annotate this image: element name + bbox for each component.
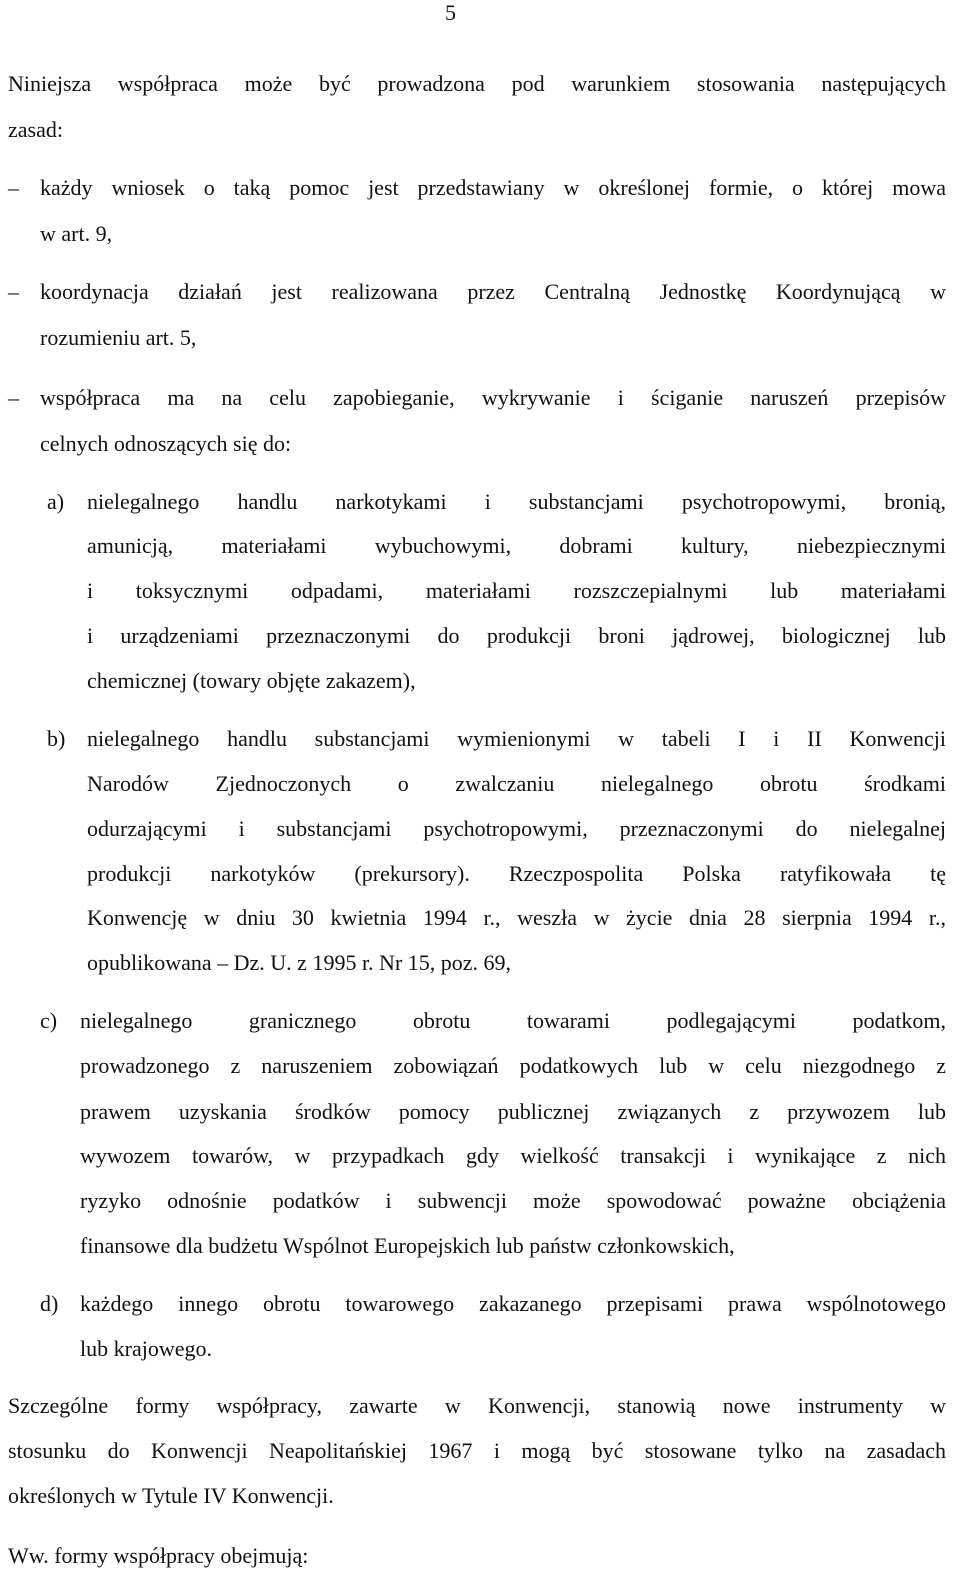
- item-line: każdego innego obrotu towarowego zakazanego przepisami prawa wspólnotowego: [80, 1291, 946, 1316]
- item-line: Konwencję w dniu 30 kwietnia 1994 r., weszła w życie dnia 28 sierpnia 1994 r.,: [87, 905, 946, 930]
- final-line: Ww. formy współpracy obejmują:: [8, 1543, 309, 1568]
- item-line: ryzyko odnośnie podatków i subwencji może spowodować poważne obciążenia: [80, 1188, 946, 1213]
- item-marker: a): [47, 489, 65, 514]
- item-marker: c): [40, 1008, 58, 1033]
- closing-line-3: określonych w Tytule IV Konwencji.: [8, 1483, 334, 1508]
- dash-marker: –: [8, 385, 19, 410]
- item-line: nielegalnego handlu substancjami wymienionymi w tabeli I i II Konwencji: [87, 726, 946, 751]
- item-line: nielegalnego granicznego obrotu towarami podlegającymi podatkom,: [80, 1008, 946, 1033]
- dash-marker: –: [8, 279, 19, 304]
- page-number: 5: [445, 0, 456, 25]
- item-line: produkcji narkotyków (prekursory). Rzeczpospolita Polska ratyfikowała tę: [87, 861, 946, 886]
- intro-line-1: Niniejsza współpraca może być prowadzona pod warunkiem stosowania następujących: [8, 71, 946, 96]
- item-line: Narodów Zjednoczonych o zwalczaniu nielegalnego obrotu środkami: [87, 771, 946, 796]
- bullet-line: celnych odnoszących się do:: [40, 431, 292, 456]
- item-marker: d): [40, 1291, 59, 1316]
- bullet-line: każdy wniosek o taką pomoc jest przedstawiany w określonej formie, o której mowa: [40, 175, 946, 200]
- closing-line-2: stosunku do Konwencji Neapolitańskiej 1967 i mogą być stosowane tylko na zasadach: [8, 1438, 946, 1463]
- item-line: i urządzeniami przeznaczonymi do produkcji broni jądrowej, biologicznej lub: [87, 623, 946, 648]
- item-line: opublikowana – Dz. U. z 1995 r. Nr 15, poz. 69,: [87, 950, 512, 975]
- item-line: lub krajowego.: [80, 1336, 212, 1361]
- bullet-line: koordynacja działań jest realizowana przez Centralną Jednostkę Koordynującą w: [40, 279, 946, 304]
- item-line: prawem uzyskania środków pomocy publicznej związanych z przywozem lub: [80, 1099, 946, 1124]
- item-line: odurzającymi i substancjami psychotropowymi, przeznaczonymi do nielegalnej: [87, 816, 946, 841]
- item-marker: b): [47, 726, 66, 751]
- closing-line-1: Szczególne formy współpracy, zawarte w Konwencji, stanowią nowe instrumenty w: [8, 1393, 946, 1418]
- item-line: finansowe dla budżetu Wspólnot Europejskich lub państw członkowskich,: [80, 1233, 735, 1258]
- bullet-line: w art. 9,: [40, 221, 113, 246]
- intro-line-2: zasad:: [8, 117, 63, 142]
- item-line: amunicją, materiałami wybuchowymi, dobrami kultury, niebezpiecznymi: [87, 533, 946, 558]
- bullet-line: współpraca ma na celu zapobieganie, wykrywanie i ściganie naruszeń przepisów: [40, 385, 946, 410]
- item-line: prowadzonego z naruszeniem zobowiązań podatkowych lub w celu niezgodnego z: [80, 1053, 946, 1078]
- dash-marker: –: [8, 175, 19, 200]
- item-line: chemicznej (towary objęte zakazem),: [87, 668, 416, 693]
- bullet-line: rozumieniu art. 5,: [40, 325, 197, 350]
- item-line: i toksycznymi odpadami, materiałami rozszczepialnymi lub materiałami: [87, 578, 946, 603]
- item-line: nielegalnego handlu narkotykami i substancjami psychotropowymi, bronią,: [87, 489, 946, 514]
- item-line: wywozem towarów, w przypadkach gdy wielkość transakcji i wynikające z nich: [80, 1143, 946, 1168]
